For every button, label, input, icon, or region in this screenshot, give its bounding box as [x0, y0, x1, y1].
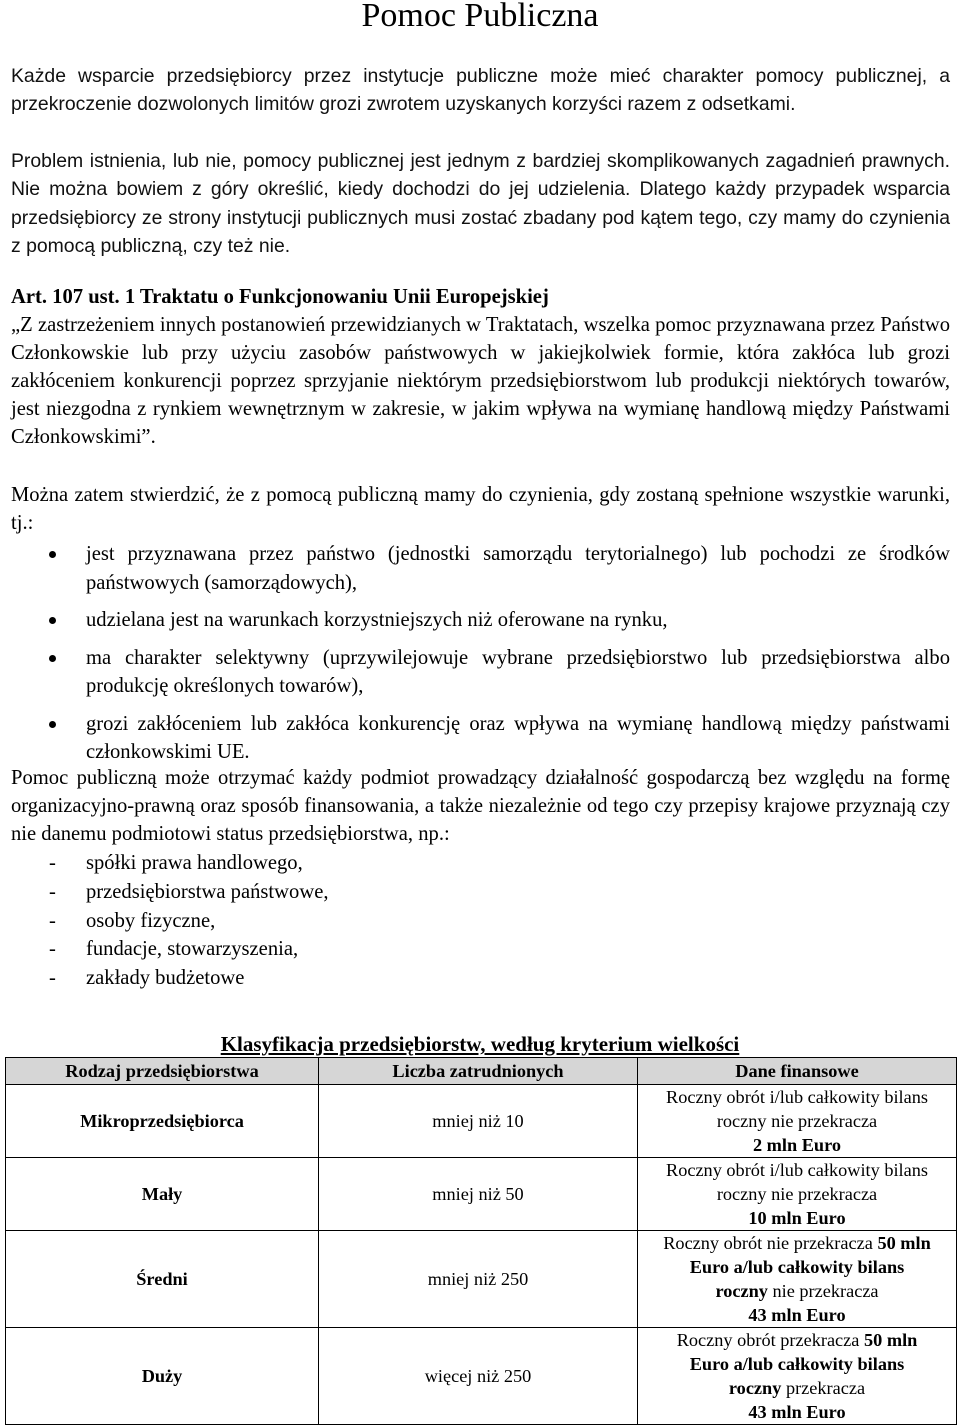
financial-line: Roczny obrót i/lub całkowity bilans [666, 1087, 928, 1107]
list-item-text: ma charakter selektywny (uprzywilejowuje wybrane przedsiębiorstwo lub przedsiębiorstwa albo produkcję określonych towarów), [86, 646, 950, 697]
financial-line: Euro a/lub całkowity bilans [689, 1257, 905, 1277]
table-row [6, 1328, 957, 1425]
financial-line [642, 1376, 952, 1400]
employees-cell: mniej niż 10 [319, 1085, 638, 1158]
intro-paragraph-1: Każde wsparcie przedsiębiorcy przez instytucje publiczne może mieć charakter pomocy publicznej, a przekroczenie dozwolonych limitów grozi zwrotem uzyskanych korzyści razem z odsetkami. [11, 65, 950, 116]
financial-text-bold: roczny [715, 1281, 768, 1301]
financial-text-bold: 50 mln [863, 1330, 918, 1350]
financial-line: roczny nie przekracza [716, 1184, 878, 1204]
size-cell: Mały [6, 1158, 319, 1231]
conditions-intro: Można zatem stwierdzić, że z pomocą publiczną mamy do czynienia, gdy zostaną spełnione wszystkie warunki, tj.: [11, 484, 950, 534]
bullet-icon [49, 721, 56, 728]
dash-marker: - [49, 852, 56, 874]
intro-paragraph-2: Problem istnienia, lub nie, pomocy publicznej jest jednym z bardziej skomplikowanych zagadnień prawnych. Nie można bowiem z góry określić, kiedy dochodzi do jej udzielenia. Dlatego każdy przypadek wsparcia przedsiębiorcy ze strony instytucji publicznych musi zostać zbadany pod kątem tego, czy mamy do czynienia z pomocą publiczną, czy też nie. [11, 150, 950, 257]
bullet-icon [49, 655, 56, 662]
financial-line: Roczny obrót i/lub całkowity bilans [666, 1160, 928, 1180]
financial-limit: 2 mln Euro [752, 1135, 842, 1155]
financial-line: Euro a/lub całkowity bilans [689, 1354, 905, 1374]
article-heading: Art. 107 ust. 1 Traktatu o Funkcjonowaniu Unii Europejskiej [11, 286, 549, 308]
table-title [0, 1030, 960, 1058]
list-item-text: zakłady budżetowe [86, 967, 245, 990]
financial-line: roczny nie przekracza [716, 1111, 878, 1131]
list-item-text: udzielana jest na warunkach korzystniejszych niż oferowane na rynku, [86, 609, 668, 631]
table-row [6, 1158, 957, 1231]
list-item [11, 710, 950, 767]
table-row [6, 1231, 957, 1328]
list-item-text: grozi zakłóceniem lub zakłóca konkurencję oraz wpływa na wymianę handlową między państwami członkowskimi UE. [86, 712, 950, 763]
list-item [11, 540, 950, 597]
employees-cell: więcej niż 250 [319, 1328, 638, 1425]
financial-line [642, 1328, 952, 1352]
table-row [6, 1085, 957, 1158]
dash-marker: - [49, 880, 56, 903]
list-item-text: fundacje, stowarzyszenia, [86, 938, 299, 961]
financial-text-bold: 50 mln [877, 1233, 931, 1253]
list-item-text: spółki prawa handlowego, [86, 852, 303, 874]
table-title-text: Klasyfikacja przedsiębiorstw, według kryterium wielkości [220, 1032, 740, 1056]
classification-table [5, 1057, 957, 1425]
list-item [11, 935, 611, 964]
dash-marker: - [49, 938, 56, 961]
dash-marker: - [49, 967, 56, 990]
bullet-icon [49, 617, 56, 624]
financial-line [642, 1279, 952, 1303]
list-item [11, 878, 611, 907]
financial-limit: 43 mln Euro [748, 1305, 846, 1325]
column-header: Liczba zatrudnionych [319, 1058, 638, 1085]
recipients-list [11, 849, 611, 993]
article-quote: „Z zastrzeżeniem innych postanowień przewidzianych w Traktatach, wszelka pomoc przyznawana przez Państwo Członkowskie lub przy użyciu zasobów państwowych w jakiejkolwiek formie, która zakłóca lub grozi zakłóceniem konkurencji poprzez sprzyjanie niektórym przedsiębiorstwom lub produkcji niektórych towarów, jest niezgodna z rynkiem wewnętrznym w zakresie, w jakim wpływa na wymianę handlową między Państwami Członkowskimi”. [11, 314, 950, 448]
financial-cell [638, 1328, 957, 1425]
conditions-list [11, 540, 950, 767]
financial-line [642, 1231, 952, 1255]
financial-limit: 10 mln Euro [748, 1208, 846, 1228]
employees-cell: mniej niż 250 [319, 1231, 638, 1328]
list-item-text: przedsiębiorstwa państwowe, [86, 880, 329, 903]
financial-text: Roczny obrót przekracza [676, 1330, 860, 1350]
size-cell: Średni [6, 1231, 319, 1328]
recipients-intro: Pomoc publiczną może otrzymać każdy podmiot prowadzący działalność gospodarczą bez względu na formę organizacyjno-prawną oraz sposób finansowania, a także niezależnie od tego czy przepisy krajowe przyznają czy nie danemu podmiotowi status przedsiębiorstwa, np.: [11, 767, 950, 845]
financial-text: nie przekracza [772, 1281, 879, 1301]
column-header: Dane finansowe [638, 1058, 957, 1085]
bullet-icon [49, 551, 56, 558]
financial-text: Roczny obrót nie przekracza [663, 1233, 873, 1253]
dash-marker: - [49, 909, 56, 932]
table-header-row [6, 1058, 957, 1085]
size-cell: Mikroprzedsiębiorca [6, 1085, 319, 1158]
list-item-text: osoby fizyczne, [86, 909, 216, 932]
financial-cell [638, 1231, 957, 1328]
financial-cell [638, 1085, 957, 1158]
page-title: Pomoc Publiczna [361, 0, 599, 34]
financial-text: przekracza [785, 1378, 866, 1398]
list-item [11, 907, 611, 936]
list-item [11, 849, 611, 878]
column-header: Rodzaj przedsiębiorstwa [6, 1058, 319, 1085]
financial-cell [638, 1158, 957, 1231]
financial-text-bold: roczny [728, 1378, 782, 1398]
list-item [11, 644, 950, 701]
list-item [11, 964, 611, 993]
list-item [11, 606, 950, 635]
employees-cell: mniej niż 50 [319, 1158, 638, 1231]
list-item-text: jest przyznawana przez państwo (jednostki samorządu terytorialnego) lub pochodzi ze środków państwowych (samorządowych), [86, 543, 950, 594]
financial-limit: 43 mln Euro [748, 1402, 846, 1422]
size-cell: Duży [6, 1328, 319, 1425]
